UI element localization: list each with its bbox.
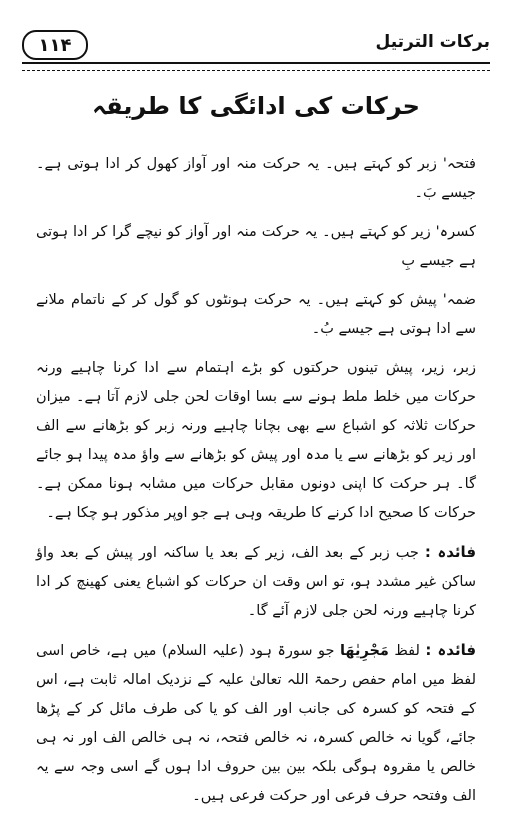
page-number: ۱۱۴ xyxy=(22,30,88,60)
paragraph-damma: ضمہ' پیش کو کہتے ہیں۔ یہ حرکت ہونٹوں کو گول کر کے ناتمام ملانے سے ادا ہوتی ہے جیسے بُ۔ xyxy=(36,292,476,337)
faida-label: فائدہ : xyxy=(425,641,477,659)
faida-quranic-word: مَجْرِيٰهَا xyxy=(339,643,389,659)
section-heading: حرکات کی ادائگی کا طریقہ xyxy=(92,92,420,120)
paragraph-fatha: فتحہ' زبر کو کہتے ہیں۔ یہ حرکت منہ اور آواز کھول کر ادا ہوتی ہے۔ جیسے بَ۔ xyxy=(36,156,476,201)
faida-text: جو سورۃ ہود (علیہ السلام) میں ہے، خاص اسی لفظ میں امام حفص رحمۃ اللہ تعالیٰ علیہ کے نزدیک امالہ ثابت ہے، اس کے فتحہ کو کسرہ کی جانب اور الف کو یا کی طرف مائل کر کے پڑھا جائے، گویا نہ خالص کسرہ، نہ خالص فتحہ، نہ ہی خالص الف اور نہ ہی خالص یا مقروہ ہوگی بلکہ بین بین حروف ادا ہوں گے اسی وجہ سے یہ الف وفتحہ حرف فرعی اور حرکت فرعی ہیں۔ xyxy=(36,643,476,804)
faida-text: جب زبر کے بعد الف، زیر کے بعد یا ساکنہ اور پیش کے بعد واؤ ساکن غیر مشدد ہو، تو اس وقت ان حرکات کو اشباع یعنی کھینچ کر ادا کرنا چاہیے ورنہ لحن جلی لازم آئے گا۔ xyxy=(36,545,476,619)
page-body xyxy=(36,150,476,821)
faida-note-2 xyxy=(36,636,476,811)
paragraph-kasra: کسرہ' زیر کو کہتے ہیں۔ یہ حرکت منہ اور آواز کو نیچے گرا کر ادا ہوتی ہے جیسے بِ xyxy=(36,224,476,269)
page-header xyxy=(22,26,490,66)
faida-word-prefix: لفظ xyxy=(394,643,420,659)
faida-note-1 xyxy=(36,538,476,626)
faida-label: فائدہ : xyxy=(424,543,477,561)
paragraph-harakat: زبر، زیر، پیش تینوں حرکتوں کو بڑے اہتمام سے ادا کرنا چاہیے ورنہ حرکات میں خلط ملط ہونے سے بسا اوقات لحن جلی لازم آتا ہے۔ میزان حرکات ثلاثہ کو اشباع سے بھی بچانا چاہیے ورنہ زبر کو بڑھانے سے الف اور زیر کو بڑھانے سے یا مدہ اور پیش کو بڑھانے سے واؤ مدہ پیدا ہو جائے گا۔ ہر حرکت کا اپنی دونوں مقابل حرکات میں مشابہ ہونا ممکن ہے۔ حرکات کا صحیح ادا کرنے کا طریقہ وہی ہے جو اوپر مذکور ہو چکا ہے۔ xyxy=(36,360,476,521)
book-title: برکات الترتیل xyxy=(375,32,490,52)
header-divider xyxy=(22,62,490,71)
